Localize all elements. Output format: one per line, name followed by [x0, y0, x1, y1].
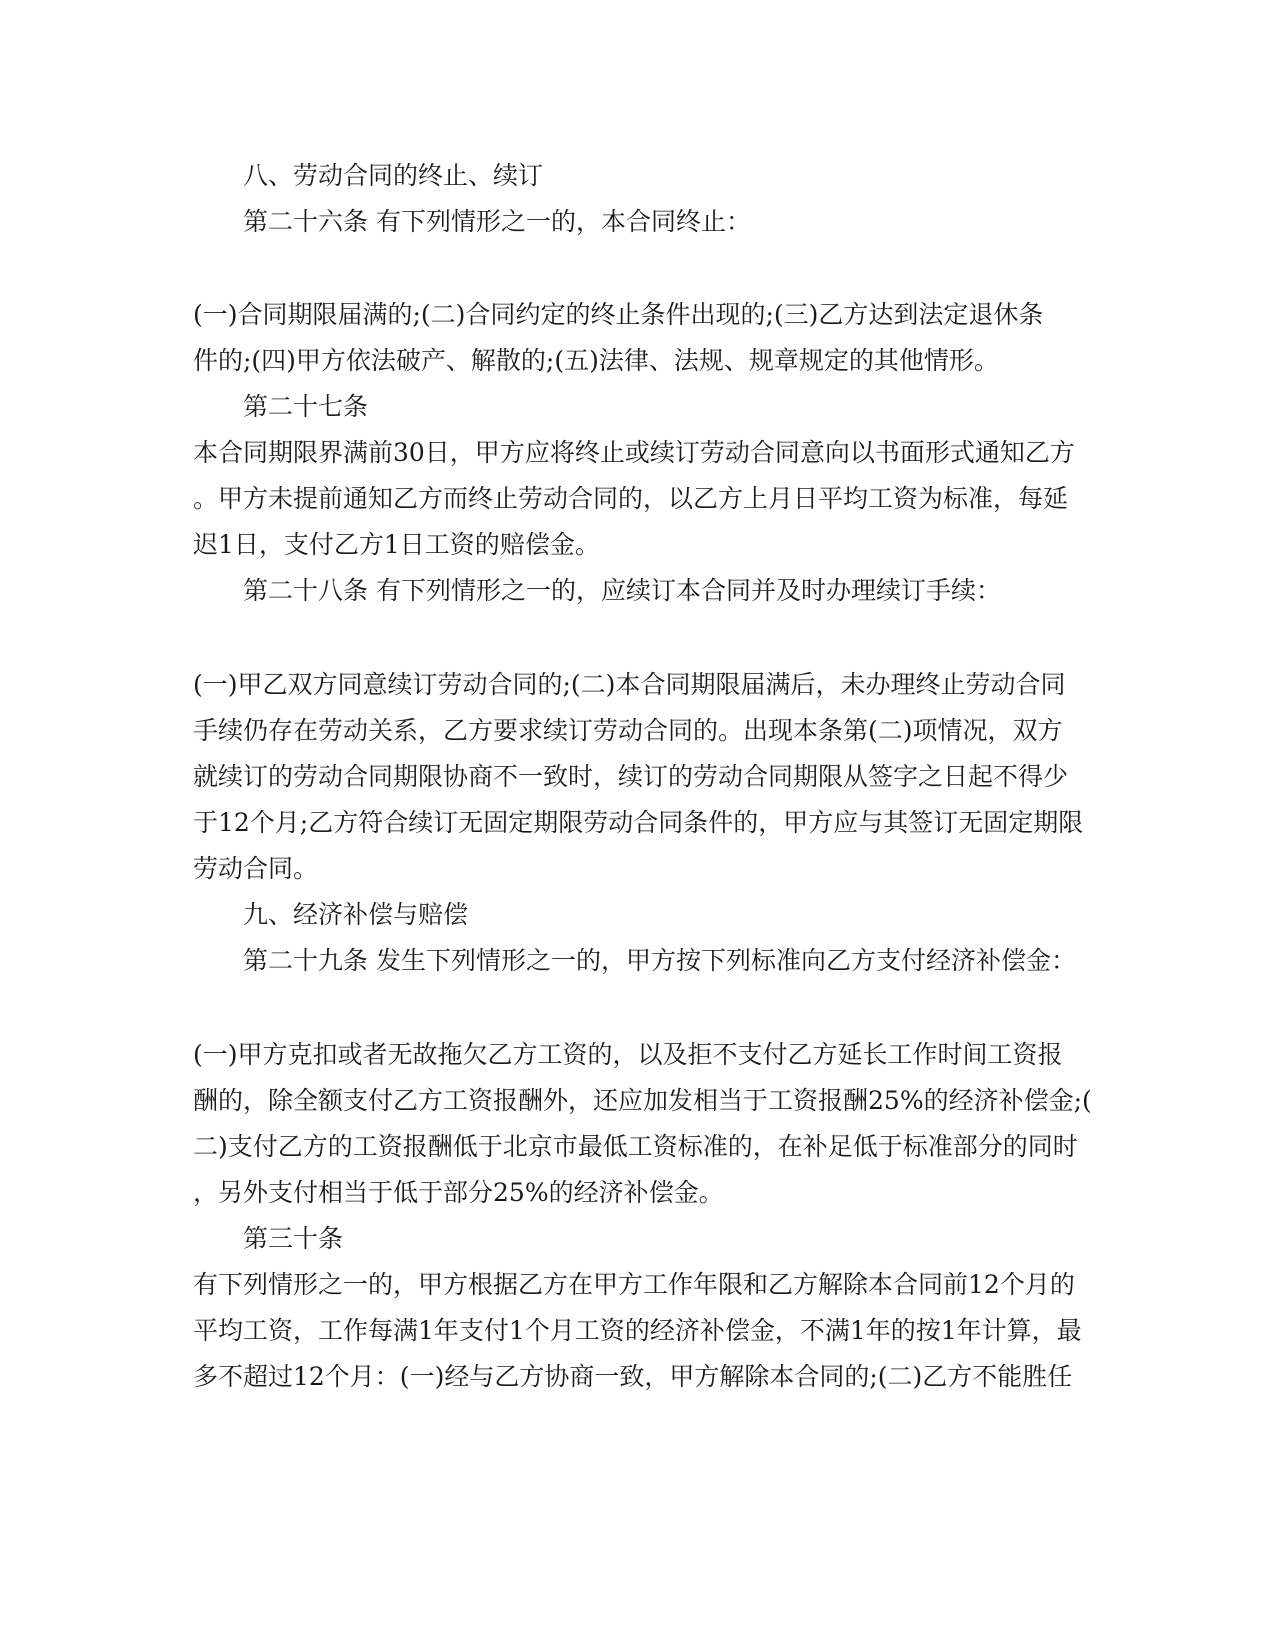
article-26-body-line: 件的;(四)甲方依法破产、解散的;(五)法律、法规、规章规定的其他情形。 [193, 346, 999, 375]
article-29-body-line: (一)甲方克扣或者无故拖欠乙方工资的，以及拒不支付乙方延长工作时间工资报 [193, 1040, 1063, 1069]
article-30-body-line: 平均工资，工作每满1年支付1个月工资的经济补偿金，不满1年的按1年计算，最 [193, 1316, 1082, 1345]
article-28-body-line: 就续订的劳动合同期限协商不一致时，续订的劳动合同期限从签字之日起不得少 [193, 762, 1069, 791]
article-28-title: 第二十八条 有下列情形之一的，应续订本合同并及时办理续订手续： [243, 576, 1001, 605]
article-29-body-line: 二)支付乙方的工资报酬低于北京市最低工资标准的，在补足低于标准部分的同时 [193, 1132, 1078, 1161]
article-26-body-line: (一)合同期限届满的;(二)合同约定的终止条件出现的;(三)乙方达到法定退休条 [193, 300, 1044, 329]
article-28-body-line: 劳动合同。 [193, 854, 319, 883]
article-30-body-line: 有下列情形之一的，甲方根据乙方在甲方工作年限和乙方解除本合同前12个月的 [193, 1270, 1075, 1299]
article-29-body-line: ，另外支付相当于低于部分25%的经济补偿金。 [193, 1178, 724, 1207]
section-heading-termination: 八、劳动合同的终止、续订 [243, 161, 544, 190]
article-27-body-line: 。甲方未提前通知乙方而终止劳动合同的，以乙方上月日平均工资为标准，每延 [193, 484, 1069, 513]
article-30-title: 第三十条 [243, 1224, 344, 1253]
article-27-body-line: 迟1日，支付乙方1日工资的赔偿金。 [193, 530, 600, 559]
article-28-body-line: 于12个月;乙方符合续订无固定期限劳动合同条件的，甲方应与其签订无固定期限 [193, 808, 1084, 837]
section-heading-compensation: 九、经济补偿与赔偿 [243, 900, 469, 929]
article-29-body-line: 酬的，除全额支付乙方工资报酬外，还应加发相当于工资报酬25%的经济补偿金;( [193, 1086, 1092, 1115]
article-28-body-line: 手续仍存在劳动关系，乙方要求续订劳动合同的。出现本条第(二)项情况，双方 [193, 716, 1063, 745]
article-26-title: 第二十六条 有下列情形之一的，本合同终止： [243, 207, 751, 236]
article-27-title: 第二十七条 [243, 392, 369, 421]
article-29-title: 第二十九条 发生下列情形之一的，甲方按下列标准向乙方支付经济补偿金： [243, 946, 1076, 975]
article-30-body-line: 多不超过12个月：(一)经与乙方协商一致，甲方解除本合同的;(二)乙方不能胜任 [193, 1362, 1073, 1391]
article-28-body-line: (一)甲乙双方同意续订劳动合同的;(二)本合同期限届满后，未办理终止劳动合同 [193, 670, 1066, 699]
article-27-body-line: 本合同期限界满前30日，甲方应将终止或续订劳动合同意向以书面形式通知乙方 [193, 438, 1075, 467]
